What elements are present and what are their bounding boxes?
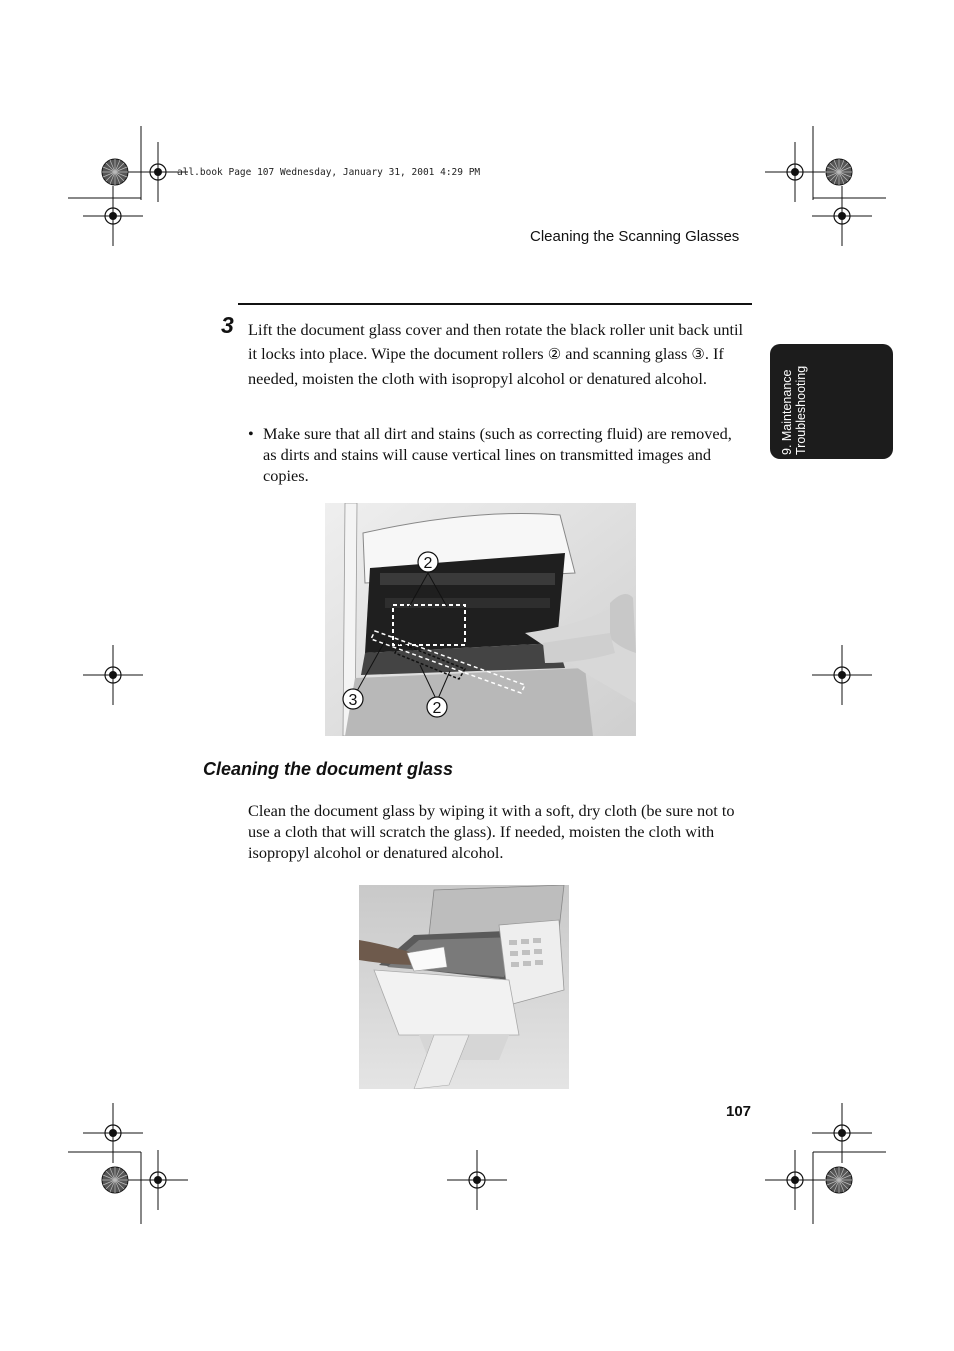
section-tab-label (780, 343, 808, 455)
callout-bottom-left-label: 3 (348, 692, 358, 709)
bullet-text: Make sure that all dirt and stains (such as correcting fluid) are removed, as dirts and stains will cause vertical lines on transmitted images and copies. (263, 424, 732, 485)
callout-2-symbol: ② (547, 346, 562, 363)
running-header: Cleaning the Scanning Glasses (530, 228, 740, 245)
document-glass-paragraph: Clean the document glass by wiping it with a soft, dry cloth (be sure not to use a cloth that will scratch the glass). If needed, moisten the cloth with isopropyl alcohol or denatured alcohol. (248, 801, 735, 862)
section-tab-line1: 9. Maintenance (780, 369, 794, 455)
print-info-line: all.book Page 107 Wednesday, January 31, 2001 4:29 PM (177, 167, 481, 178)
bullet-symbol: • (248, 424, 254, 443)
page-number: 107 (726, 1103, 752, 1120)
step-text-part3: . If needed, moisten the cloth with isopropyl alcohol or denatured alcohol. (248, 343, 724, 388)
step-instructions (248, 318, 748, 391)
section-subheading: Cleaning the document glass (203, 759, 454, 779)
callout-top-label: 2 (423, 555, 433, 572)
section-tab-line2: Troubleshooting (794, 365, 808, 455)
bullet-note (248, 423, 748, 486)
step-text-part1: Lift the document glass cover and then rotate the black roller unit back until it locks into place. Wipe the document rollers (248, 320, 744, 363)
callout-bottom-right-label: 2 (432, 700, 442, 717)
step-divider (238, 303, 752, 305)
step-number: 3 (221, 312, 234, 338)
document-glass-photo (359, 885, 569, 1089)
callout-3-symbol: ③ (691, 346, 705, 363)
roller-unit-photo (325, 503, 636, 736)
step-text-part2: and scanning glass (561, 343, 692, 363)
